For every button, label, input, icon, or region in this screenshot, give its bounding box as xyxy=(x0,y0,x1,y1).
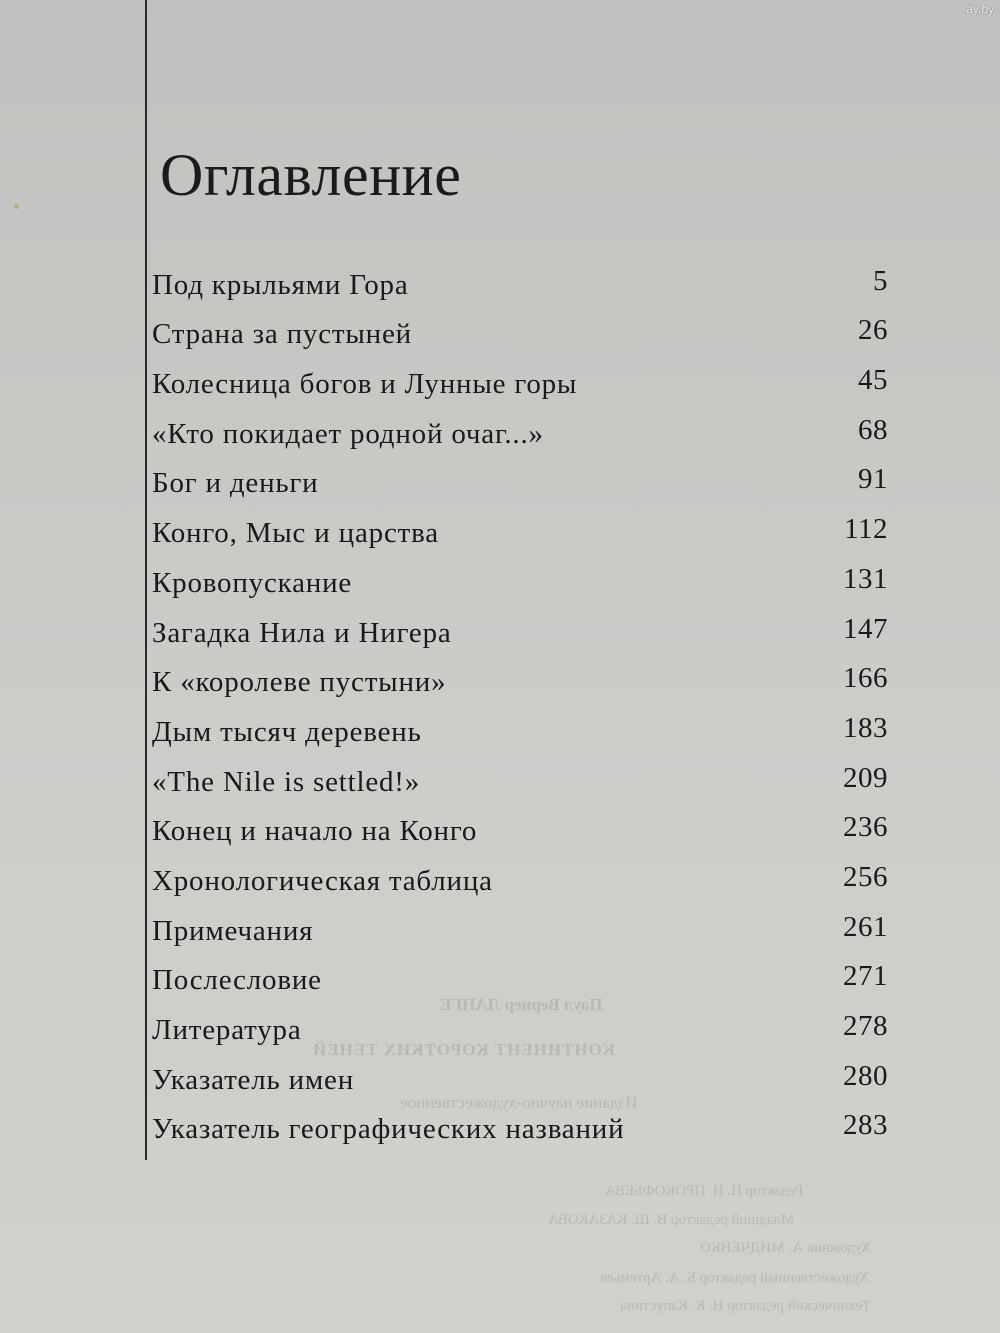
toc-entry-title: Указатель имен xyxy=(152,1063,355,1096)
toc-entry-page: 280 xyxy=(843,1059,888,1092)
site-watermark: ay.by xyxy=(966,2,994,16)
toc-entry-title: Послесловие xyxy=(152,964,322,997)
bleed-book-title: КОНТИНЕНТ КОРОТКИХ ТЕНЕЙ xyxy=(312,1040,615,1059)
toc-entry xyxy=(152,1011,892,1061)
toc-entry-page: 91 xyxy=(858,463,888,496)
toc-entry-title: К «королеве пустыни» xyxy=(152,666,447,699)
toc-entry xyxy=(152,614,892,664)
toc-entry-title: Хронологическая таблица xyxy=(152,864,493,897)
toc-entry xyxy=(152,316,892,366)
toc-entry-page: 236 xyxy=(843,811,888,844)
toc-entry-title: Дым тысяч деревень xyxy=(152,715,422,748)
bleed-credit-3: Художник А. МИДЧЕНКО xyxy=(700,1240,872,1256)
toc-entry-page: 166 xyxy=(843,662,888,695)
table-of-contents xyxy=(152,266,892,1160)
toc-entry xyxy=(152,365,892,415)
toc-entry-page: 5 xyxy=(873,264,888,297)
toc-entry-page: 112 xyxy=(844,513,888,546)
toc-entry xyxy=(152,415,892,465)
toc-entry-title: Страна за пустыней xyxy=(152,318,412,351)
toc-entry-page: 209 xyxy=(843,761,888,794)
toc-entry xyxy=(152,266,892,316)
toc-entry xyxy=(152,564,892,614)
toc-entry-page: 283 xyxy=(843,1109,888,1142)
toc-entry xyxy=(152,912,892,962)
toc-entry xyxy=(152,763,892,813)
toc-entry-page: 68 xyxy=(858,413,888,446)
toc-entry-page: 131 xyxy=(843,562,888,595)
toc-entry-title: Конец и начало на Конго xyxy=(152,815,478,848)
toc-entry xyxy=(152,514,892,564)
toc-entry xyxy=(152,862,892,912)
toc-entry-page: 278 xyxy=(843,1010,888,1042)
bleed-credit-1: Редактор Н. Н. ПРОКОФЬЕВА xyxy=(605,1183,804,1199)
toc-entry-title: Под крыльями Гора xyxy=(152,268,409,301)
margin-rule xyxy=(145,0,147,1160)
toc-entry-page: 271 xyxy=(843,960,888,993)
toc-entry-page: 147 xyxy=(843,612,888,645)
toc-entry-title: Загадка Нила и Нигера xyxy=(152,616,452,649)
bleed-credit-2: Младший редактор В. Ш. КАЗАКОВА xyxy=(548,1212,795,1228)
toc-entry-page: 183 xyxy=(843,711,888,744)
toc-entry-title: Указатель географических названий xyxy=(152,1113,625,1146)
toc-entry-title: Примечания xyxy=(152,914,314,947)
bleed-genre: Издание научно-художественное xyxy=(400,1093,638,1112)
page-title: Оглавление xyxy=(160,142,462,208)
bleed-author: Паул Вернер ЛАНГЕ xyxy=(440,995,603,1014)
paper-speck xyxy=(14,204,19,209)
toc-entry-page: 256 xyxy=(843,860,888,893)
toc-entry xyxy=(152,713,892,763)
toc-entry xyxy=(152,465,892,515)
toc-entry-title: Бог и деньги xyxy=(152,467,319,500)
toc-entry-page: 261 xyxy=(843,910,888,943)
toc-entry xyxy=(152,1061,892,1111)
toc-entry-title: Конго, Мыс и царства xyxy=(152,517,439,550)
toc-entry xyxy=(152,664,892,714)
toc-entry-title: Колесница богов и Лунные горы xyxy=(152,368,578,401)
toc-entry-title: Кровопускание xyxy=(152,566,353,599)
bleed-credit-5: Технический редактор Н. К. Капустина xyxy=(620,1298,871,1314)
toc-entry-title: «The Nile is settled!» xyxy=(152,765,421,798)
toc-entry-page: 26 xyxy=(858,314,888,347)
toc-entry xyxy=(152,962,892,1012)
bleed-credit-4: Художественный редактор Б. А. Артемьев xyxy=(600,1270,870,1286)
toc-entry-title: «Кто покидает родной очаг...» xyxy=(152,417,544,450)
toc-entry xyxy=(152,1111,892,1161)
toc-entry-page: 45 xyxy=(858,364,888,397)
toc-entry-title: Литература xyxy=(152,1014,302,1046)
toc-entry xyxy=(152,813,892,863)
